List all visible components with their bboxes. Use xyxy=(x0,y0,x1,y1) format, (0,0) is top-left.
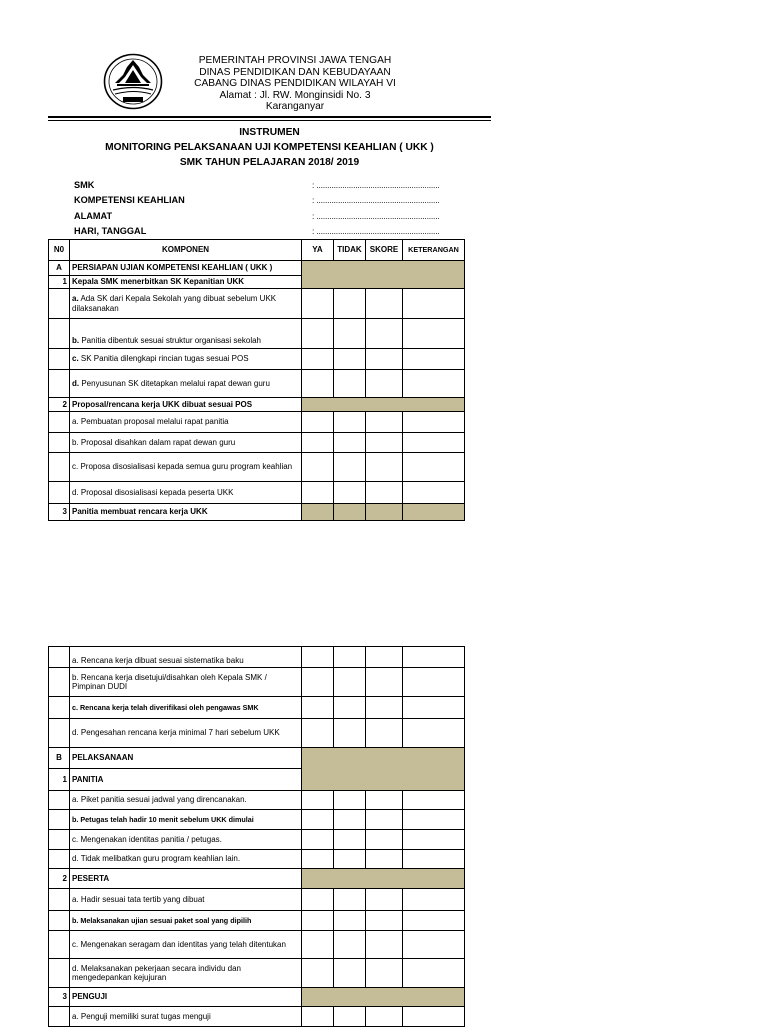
keterangan-cell[interactable] xyxy=(403,647,465,668)
keterangan-cell[interactable] xyxy=(403,289,465,319)
row-text: b. Rencana kerja disetujui/disahkan oleh Kepala SMK / Pimpinan DUDI xyxy=(70,668,302,697)
shaded-cell xyxy=(403,504,465,521)
row-number xyxy=(49,433,70,453)
item-heading-row xyxy=(49,504,465,521)
ya-cell[interactable] xyxy=(302,647,334,668)
keterangan-cell[interactable] xyxy=(403,319,465,349)
kop-line-1: PEMERINTAH PROVINSI JAWA TENGAH xyxy=(198,55,392,66)
ya-cell[interactable] xyxy=(302,830,334,850)
identity-label: SMK xyxy=(74,180,95,190)
keterangan-cell[interactable] xyxy=(403,791,465,810)
row-text: a. Piket panitia sesuai jadwal yang direncanakan. xyxy=(70,791,302,810)
row-number xyxy=(49,668,70,697)
row-number: 1 xyxy=(49,769,70,791)
row-text: b. Melaksanakan ujian sesuai paket soal yang dipilih xyxy=(70,911,302,931)
table-row xyxy=(49,810,465,830)
skore-cell[interactable] xyxy=(366,349,403,370)
row-text: Kepala SMK menerbitkan SK Kepanitian UKK xyxy=(70,276,302,289)
header-tidak: TIDAK xyxy=(334,240,366,261)
row-number: 2 xyxy=(49,398,70,412)
tidak-cell[interactable] xyxy=(334,433,366,453)
identity-fill-line[interactable]: : ......................................................... xyxy=(312,226,440,236)
skore-cell[interactable] xyxy=(366,959,403,988)
skore-cell[interactable] xyxy=(366,453,403,482)
row-text: PESERTA xyxy=(70,869,302,889)
monitoring-table-part-2 xyxy=(48,646,465,1027)
table-row xyxy=(49,433,465,453)
tidak-cell[interactable] xyxy=(334,453,366,482)
ya-cell[interactable] xyxy=(302,289,334,319)
ya-cell[interactable] xyxy=(302,668,334,697)
ya-cell[interactable] xyxy=(302,889,334,911)
row-text: PANITIA xyxy=(70,769,302,791)
skore-cell[interactable] xyxy=(366,668,403,697)
row-text-body: Penyusunan SK ditetapkan melalui rapat dewan guru xyxy=(79,378,270,388)
table-row xyxy=(49,370,465,398)
monitoring-table-part-1 xyxy=(48,239,465,521)
ya-cell[interactable] xyxy=(302,850,334,869)
row-number: 3 xyxy=(49,988,70,1007)
row-text: d. Melaksanakan pekerjaan secara individu dan mengedepankan kejujuran xyxy=(70,959,302,988)
row-prefix: d. xyxy=(72,378,80,388)
shaded-cell xyxy=(302,398,465,412)
row-text: c. Proposa disosialisasi kepada semua guru program keahlian xyxy=(70,453,302,482)
ya-cell[interactable] xyxy=(302,810,334,830)
row-number xyxy=(49,959,70,988)
ya-cell[interactable] xyxy=(302,412,334,433)
keterangan-cell[interactable] xyxy=(403,412,465,433)
tidak-cell[interactable] xyxy=(334,370,366,398)
letterhead-rule-thick xyxy=(48,116,491,118)
item-heading-row xyxy=(49,398,465,412)
table-row xyxy=(49,289,465,319)
keterangan-cell[interactable] xyxy=(403,931,465,959)
row-number xyxy=(49,453,70,482)
tidak-cell[interactable] xyxy=(334,959,366,988)
keterangan-cell[interactable] xyxy=(403,810,465,830)
row-number xyxy=(49,647,70,668)
ya-cell[interactable] xyxy=(302,697,334,719)
kop-line-3: CABANG DINAS PENDIDIKAN WILAYAH VI xyxy=(194,78,396,90)
central-java-emblem-icon xyxy=(103,53,163,110)
row-text: Proposal/rencana kerja UKK dibuat sesuai POS xyxy=(70,398,302,412)
header-ya: YA xyxy=(302,240,334,261)
ya-cell[interactable] xyxy=(302,911,334,931)
skore-cell[interactable] xyxy=(366,830,403,850)
header-skore: SKORE xyxy=(366,240,403,261)
keterangan-cell[interactable] xyxy=(403,349,465,370)
row-text xyxy=(70,289,302,319)
identity-label: ALAMAT xyxy=(74,211,113,221)
ya-cell[interactable] xyxy=(302,453,334,482)
keterangan-cell[interactable] xyxy=(403,482,465,504)
shaded-cell xyxy=(302,261,465,289)
table-row xyxy=(49,931,465,959)
row-number xyxy=(49,482,70,504)
section-row xyxy=(49,261,465,276)
row-text: PERSIAPAN UJIAN KOMPETENSI KEAHLIAN ( UKK ) xyxy=(70,261,302,276)
header-komponen: KOMPONEN xyxy=(70,240,302,261)
tidak-cell[interactable] xyxy=(334,319,366,349)
tidak-cell[interactable] xyxy=(334,349,366,370)
row-text: Panitia membuat rencara kerja UKK xyxy=(70,504,302,521)
table-row xyxy=(49,791,465,810)
row-number xyxy=(49,370,70,398)
row-prefix: b. xyxy=(72,335,80,345)
row-text xyxy=(70,370,302,398)
table-row xyxy=(49,697,465,719)
table-row xyxy=(49,850,465,869)
kop-line-4: Alamat : Jl. RW. Monginsidi No. 3 xyxy=(219,89,371,101)
tidak-cell[interactable] xyxy=(334,931,366,959)
skore-cell[interactable] xyxy=(366,319,403,349)
header-keterangan: KETERANGAN xyxy=(403,240,465,261)
row-text: c. Mengenakan seragam dan identitas yang telah ditentukan xyxy=(70,931,302,959)
row-number xyxy=(49,850,70,869)
ya-cell[interactable] xyxy=(302,931,334,959)
row-number xyxy=(49,931,70,959)
tidak-cell[interactable] xyxy=(334,889,366,911)
row-number xyxy=(49,412,70,433)
identity-fill-line[interactable]: : ......................................................... xyxy=(312,180,440,190)
table-header-row xyxy=(49,240,465,261)
row-text: a. Pembuatan proposal melalui rapat panitia xyxy=(70,412,302,433)
row-number xyxy=(49,719,70,748)
tidak-cell[interactable] xyxy=(334,791,366,810)
title-line-3: SMK TAHUN PELAJARAN 2018/ 2019 xyxy=(179,157,360,168)
row-text: a. Hadir sesuai tata tertib yang dibuat xyxy=(70,889,302,911)
row-text-body: Ada SK dari Kepala Sekolah yang dibuat sebelum UKK dilaksanakan xyxy=(72,294,277,313)
shaded-cell xyxy=(302,748,465,791)
row-text: c. Rencana kerja telah diverifikasi oleh pengawas SMK xyxy=(70,697,302,719)
tidak-cell[interactable] xyxy=(334,289,366,319)
ya-cell[interactable] xyxy=(302,349,334,370)
keterangan-cell[interactable] xyxy=(403,370,465,398)
identity-label: HARI, TANGGAL xyxy=(74,226,147,236)
tidak-cell[interactable] xyxy=(334,810,366,830)
row-prefix: a. xyxy=(72,294,79,303)
keterangan-cell[interactable] xyxy=(403,453,465,482)
keterangan-cell[interactable] xyxy=(403,959,465,988)
ya-cell[interactable] xyxy=(302,370,334,398)
ya-cell[interactable] xyxy=(302,433,334,453)
ya-cell[interactable] xyxy=(302,791,334,810)
identity-label: KOMPETENSI KEAHLIAN xyxy=(74,195,185,205)
shaded-cell xyxy=(302,869,465,889)
row-text xyxy=(70,349,302,370)
tidak-cell[interactable] xyxy=(334,830,366,850)
row-text xyxy=(70,319,302,349)
table-row xyxy=(49,647,465,668)
row-number: A xyxy=(49,261,70,276)
row-number xyxy=(49,289,70,319)
title-line-2: MONITORING PELAKSANAAN UJI KOMPETENSI KEAHLIAN ( UKK ) xyxy=(105,142,434,153)
row-text-body: SK Panitia dilengkapi rincian tugas sesuai POS xyxy=(78,354,249,364)
table-row xyxy=(49,412,465,433)
skore-cell[interactable] xyxy=(366,911,403,931)
item-heading-row xyxy=(49,988,465,1007)
table-row xyxy=(49,889,465,911)
title-line-1: INSTRUMEN xyxy=(239,127,300,138)
item-heading-row xyxy=(49,869,465,889)
row-text: d. Tidak melibatkan guru program keahlian lain. xyxy=(70,850,302,869)
row-number xyxy=(49,889,70,911)
shaded-cell xyxy=(334,504,366,521)
row-text: a. Penguji memiliki surat tugas menguji xyxy=(70,1007,302,1027)
skore-cell[interactable] xyxy=(366,370,403,398)
identity-row-alamat xyxy=(74,211,494,226)
identity-row-kompetensi xyxy=(74,195,494,210)
row-number xyxy=(49,319,70,349)
keterangan-cell[interactable] xyxy=(403,889,465,911)
kop-line-2: DINAS PENDIDIKAN DAN KEBUDAYAAN xyxy=(199,66,391,78)
row-text: d. Proposal disosialisasi kepada peserta UKK xyxy=(70,482,302,504)
tidak-cell[interactable] xyxy=(334,412,366,433)
row-number xyxy=(49,349,70,370)
keterangan-cell[interactable] xyxy=(403,850,465,869)
keterangan-cell[interactable] xyxy=(403,911,465,931)
row-number xyxy=(49,830,70,850)
kop-line-5: Karanganyar xyxy=(265,101,325,113)
skore-cell[interactable] xyxy=(366,697,403,719)
keterangan-cell[interactable] xyxy=(403,719,465,748)
row-text: PELAKSANAAN xyxy=(70,748,302,769)
row-text: a. Rencana kerja dibuat sesuai sistematika baku xyxy=(70,647,302,668)
keterangan-cell[interactable] xyxy=(403,668,465,697)
row-number xyxy=(49,911,70,931)
row-number: B xyxy=(49,748,70,769)
row-prefix: c. xyxy=(72,354,79,364)
row-text: c. Mengenakan identitas panitia / petugas. xyxy=(70,830,302,850)
document-title xyxy=(48,125,491,170)
skore-cell[interactable] xyxy=(366,931,403,959)
letterhead-rule-thin xyxy=(48,120,491,121)
table-row xyxy=(49,911,465,931)
tidak-cell[interactable] xyxy=(334,719,366,748)
skore-cell[interactable] xyxy=(366,810,403,830)
row-number xyxy=(49,697,70,719)
shaded-cell xyxy=(366,504,403,521)
letterhead xyxy=(190,55,400,113)
row-number: 2 xyxy=(49,869,70,889)
keterangan-cell[interactable] xyxy=(403,697,465,719)
identity-row-smk xyxy=(74,180,494,195)
row-number: 1 xyxy=(49,276,70,289)
keterangan-cell[interactable] xyxy=(403,433,465,453)
skore-cell[interactable] xyxy=(366,719,403,748)
table-row xyxy=(49,482,465,504)
identity-fill-line[interactable]: : ......................................................... xyxy=(312,211,440,221)
skore-cell[interactable] xyxy=(366,289,403,319)
skore-cell[interactable] xyxy=(366,412,403,433)
skore-cell[interactable] xyxy=(366,433,403,453)
ya-cell[interactable] xyxy=(302,959,334,988)
tidak-cell[interactable] xyxy=(334,697,366,719)
keterangan-cell[interactable] xyxy=(403,830,465,850)
ya-cell[interactable] xyxy=(302,719,334,748)
shaded-cell xyxy=(302,504,334,521)
table-row xyxy=(49,668,465,697)
skore-cell[interactable] xyxy=(366,850,403,869)
identity-fill-line[interactable]: : ......................................................... xyxy=(312,195,440,205)
row-number xyxy=(49,791,70,810)
table-row xyxy=(49,830,465,850)
section-row xyxy=(49,748,465,769)
header-no: N0 xyxy=(49,240,70,261)
tidak-cell[interactable] xyxy=(334,911,366,931)
skore-cell[interactable] xyxy=(366,791,403,810)
ya-cell[interactable] xyxy=(302,482,334,504)
skore-cell[interactable] xyxy=(366,889,403,911)
ya-cell[interactable] xyxy=(302,319,334,349)
row-number xyxy=(49,810,70,830)
row-text: b. Proposal disahkan dalam rapat dewan guru xyxy=(70,433,302,453)
table-row xyxy=(49,719,465,748)
tidak-cell[interactable] xyxy=(334,647,366,668)
row-text: b. Petugas telah hadir 10 menit sebelum UKK dimulai xyxy=(70,810,302,830)
shaded-cell xyxy=(302,988,465,1007)
table-row xyxy=(49,959,465,988)
tidak-cell[interactable] xyxy=(334,668,366,697)
skore-cell[interactable] xyxy=(366,482,403,504)
skore-cell[interactable] xyxy=(366,647,403,668)
tidak-cell[interactable] xyxy=(334,482,366,504)
row-number: 3 xyxy=(49,504,70,521)
row-text: PENGUJI xyxy=(70,988,302,1007)
table-row xyxy=(49,453,465,482)
row-text: d. Pengesahan rencana kerja minimal 7 hari sebelum UKK xyxy=(70,719,302,748)
table-row xyxy=(49,319,465,349)
table-row xyxy=(49,349,465,370)
row-text-body: Panitia dibentuk sesuai struktur organisasi sekolah xyxy=(79,335,261,345)
tidak-cell[interactable] xyxy=(334,850,366,869)
